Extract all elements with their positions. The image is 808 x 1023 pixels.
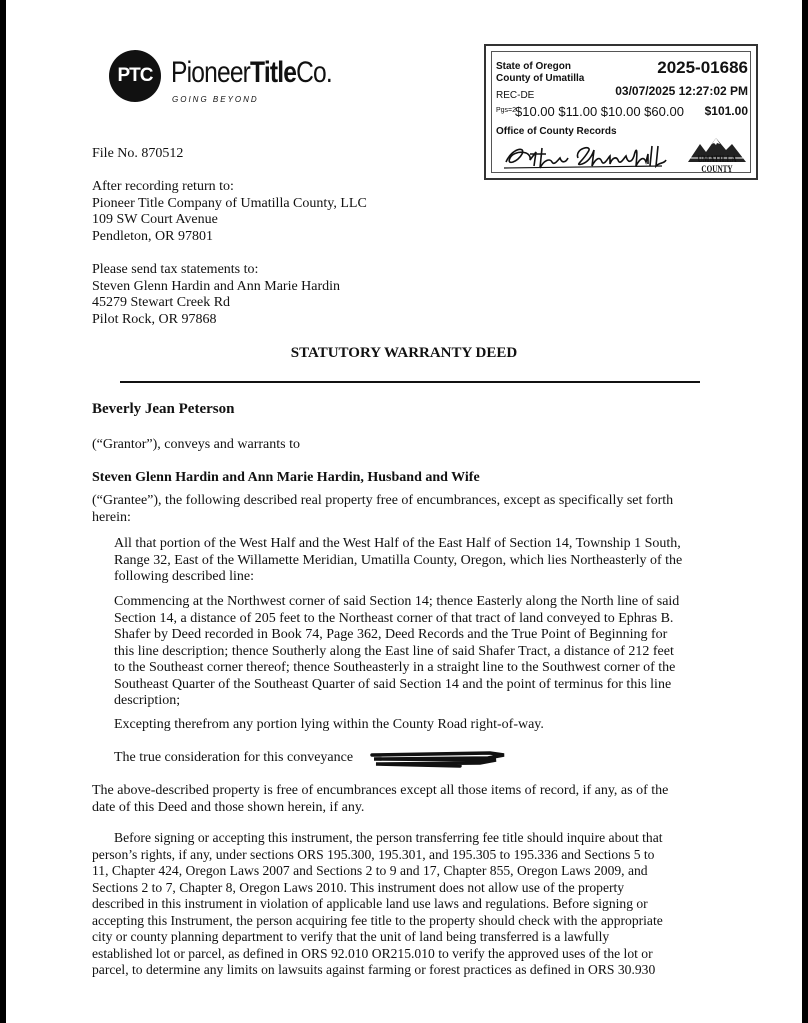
grantee-name: Steven Glenn Hardin and Ann Marie Hardin, Husband and Wife	[92, 470, 480, 485]
statutory-notice: Before signing or accepting this instrument, the person transferring fee title should inquire about that person’s rights, if any, under sections ORS 195.300, 195.301, and 195.305 to 195.336 and Sections 5 to 11, Chapter 424, Oregon Laws 2007 and Sections 2 to 9 and 17, Chapter 855, Oregon Laws 2009, and Sections 2 to 7, Chapter 8, Oregon Laws 2010. This instrument does not allow use of the property described in this instrument in violation of applicable land use laws and regulations. Before signing or accepting this Instrument, the person acquiring fee title to the property should check with the appropriate city or county planning department to verify that the unit of land being transferred is a lawfully established lot or parcel, as defined in ORS 92.010 OR215.010 to verify the approved uses of the lot or parcel, to determine any limits on lawsuits against farming or forest practices as defined in ORS 30.930	[92, 830, 663, 977]
file-number: File No. 870512	[92, 146, 184, 161]
deed-page	[6, 0, 802, 1023]
return-address: After recording return to: Pioneer Title Company of Umatilla County, LLC 109 SW Court Avenue Pendleton, OR 97801	[92, 179, 367, 244]
redaction-mark	[370, 749, 510, 769]
consideration-clause: The true consideration for this conveyance	[114, 750, 354, 765]
page-count: Pgs=2	[496, 107, 517, 114]
logo-tagline: GOING BEYOND	[172, 95, 259, 104]
record-number: 2025-01686	[657, 58, 748, 77]
recording-fees: $10.00 $11.00 $10.00 $60.00	[515, 104, 684, 119]
grantee-clause: (“Grantee”), the following described real property free of encumbrances, except as specifically set forth herein:	[92, 493, 674, 525]
grantor-clause: (“Grantor”), conveys and warrants to	[92, 437, 300, 452]
office-label: Office of County Records	[496, 126, 617, 137]
record-type: REC-DE	[496, 90, 535, 101]
logo-name: PioneerTitleCo.	[171, 56, 332, 89]
logo-emblem: PTC	[109, 50, 161, 102]
stamp-state: State of Oregon County of Umatilla	[496, 61, 585, 84]
grantor-name: Beverly Jean Peterson	[92, 401, 235, 417]
document-title: STATUTORY WARRANTY DEED	[290, 345, 518, 361]
title-rule	[120, 381, 700, 383]
record-date-time: 03/07/2025 12:27:02 PM	[615, 84, 748, 98]
county-seal: UMATILLA COUNTY	[686, 136, 748, 176]
excepting-clause: Excepting therefrom any portion lying within the County Road right-of-way.	[114, 717, 544, 732]
legal-description-1: All that portion of the West Half and the West Half of the East Half of Section 14, Township 1 South, Range 32, East of the Willamette Meridian, Umatilla County, Oregon, which lies Northeasterly of the following described line:	[114, 536, 683, 584]
legal-description-2: Commencing at the Northwest corner of said Section 14; thence Easterly along the North line of said Section 14, a distance of 205 feet to the Northeast corner of that tract of land conveyed to Ephras B. Shafer by Deed recorded in Book 74, Page 362, Deed Records and the True Point of Beginning for this line description; thence Southerly along the East line of said Shafer Tract, a distance of 212 feet to the Southeast corner thereof; thence Southeasterly in a straight line to the Southwest corner of the Southeast Quarter of the Southeast Quarter of said Section 14 and the point of terminus for this line description;	[114, 594, 680, 708]
tax-statement-address: Please send tax statements to: Steven Glenn Hardin and Ann Marie Hardin 45279 Stewart Creek Rd Pilot Rock, OR 97868	[92, 262, 341, 327]
clerk-signature	[502, 140, 672, 174]
encumbrance-statement: The above-described property is free of encumbrances except all those items of record, if any, as of the date of this Deed and those shown herein, if any.	[92, 783, 669, 815]
fee-total: $101.00	[704, 104, 748, 118]
recording-stamp	[484, 44, 758, 180]
